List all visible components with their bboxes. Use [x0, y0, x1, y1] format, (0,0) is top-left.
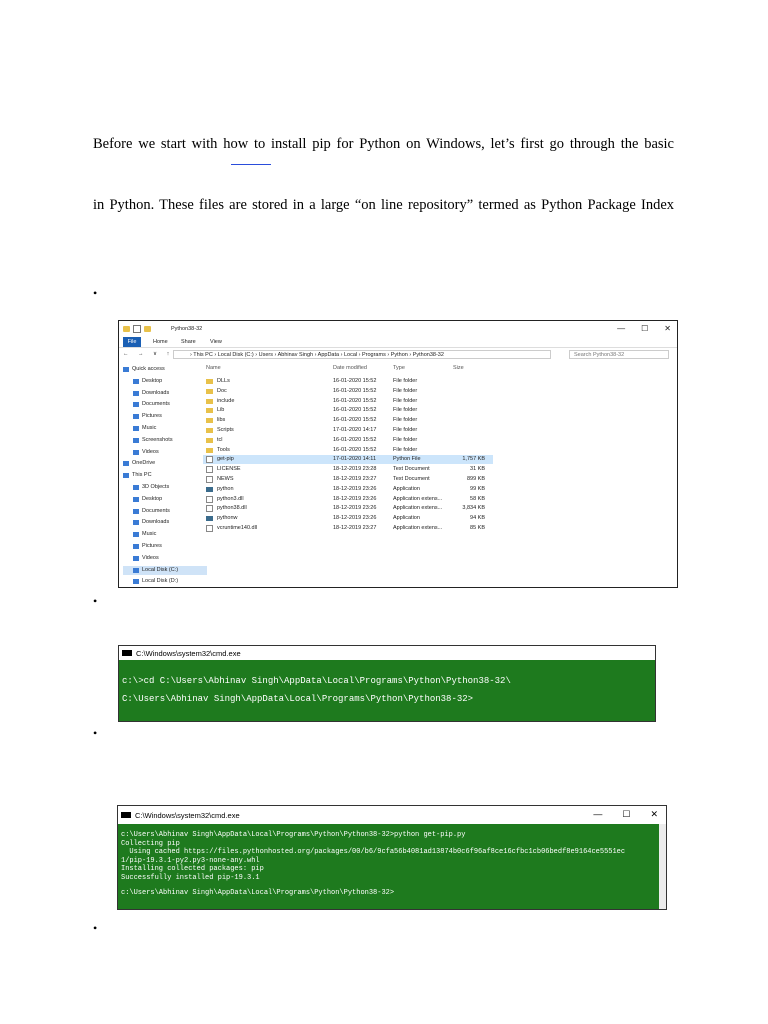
navigation-arrows: ← → ∨ ↑ — [123, 351, 174, 357]
cmd-line — [121, 882, 625, 889]
file-name: python — [217, 485, 234, 492]
sidebar-item-label: 3D Objects — [142, 484, 170, 490]
sidebar-item-label: Screenshots — [142, 436, 173, 443]
sidebar-item — [123, 495, 162, 504]
file-name: python38.dll — [217, 505, 247, 512]
quick-access-toolbar — [123, 325, 151, 333]
file-type: File folder — [393, 427, 418, 433]
file-date: 17-01-2020 14:11 — [333, 456, 377, 463]
tab-file: File — [123, 337, 141, 347]
bullet-1: • — [93, 286, 98, 300]
folder-icon — [123, 326, 130, 332]
file-row — [203, 524, 493, 533]
navigation-pane — [123, 365, 197, 587]
sidebar-item-label: Quick access — [132, 366, 165, 372]
sidebar-item-label: Desktop — [142, 377, 163, 384]
cmd-window-controls — [593, 809, 658, 820]
close-icon: ✕ — [650, 809, 658, 819]
file-name: python3.dll — [217, 495, 244, 502]
file-row — [203, 485, 493, 494]
sidebar-item-icon — [133, 402, 139, 407]
file-row — [203, 377, 493, 386]
file-date: 16-01-2020 15:52 — [333, 446, 377, 453]
sidebar-item-label: OneDrive — [132, 460, 156, 467]
file-date: 16-01-2020 15:52 — [333, 407, 377, 414]
file-icon — [206, 505, 213, 512]
file-name: vcruntime140.dll — [217, 525, 258, 531]
file-row — [203, 426, 493, 435]
tab-view: View — [210, 339, 222, 345]
cmd-output-1 — [122, 672, 511, 708]
file-size: 899 KB — [466, 476, 485, 482]
properties-icon — [133, 325, 141, 333]
cmd-line: c:\>cd C:\Users\Abhinav Singh\AppData\Local\Programs\Python\Python38-32\ — [122, 676, 511, 686]
file-size: 31 KB — [470, 466, 485, 473]
file-type: Application extens... — [393, 495, 443, 502]
folder-icon — [206, 448, 213, 453]
sidebar-item — [123, 389, 169, 398]
sidebar-item — [123, 554, 159, 563]
file-icon — [206, 476, 213, 483]
sidebar-item-icon — [123, 461, 129, 466]
cmd-line: Successfully installed pip-19.3.1 — [121, 873, 260, 882]
explorer-titlebar — [119, 321, 677, 337]
column-date: Date modified — [333, 365, 367, 371]
sidebar-item — [123, 448, 159, 457]
cmd-line: C:\Users\Abhinav Singh\AppData\Local\Programs\Python\Python38-32> — [122, 694, 474, 704]
file-row — [203, 465, 493, 474]
file-type: Text Document — [393, 466, 430, 473]
sidebar-item — [123, 436, 173, 445]
column-name: Name — [206, 365, 221, 371]
file-date: 17-01-2020 14:17 — [333, 427, 377, 433]
file-name: DLLs — [217, 378, 230, 384]
bullet-2: • — [93, 594, 98, 608]
sidebar-item — [123, 566, 207, 575]
file-size: 99 KB — [470, 485, 485, 492]
sidebar-item-icon — [133, 426, 139, 431]
bullet-4: • — [93, 921, 98, 935]
file-date: 18-12-2019 23:26 — [333, 495, 377, 502]
file-type: File folder — [393, 387, 418, 394]
cmd-titlebar-2 — [118, 806, 666, 824]
folder-icon — [206, 408, 213, 413]
file-date: 16-01-2020 15:52 — [333, 417, 377, 424]
sidebar-item-icon — [133, 379, 139, 384]
address-bar: › This PC › Local Disk (C:) › Users › Abhinav Singh › AppData › Local › Programs › Python › Python38-32 — [173, 350, 551, 359]
sidebar-item-label: Local Disk (D:) — [142, 578, 179, 585]
file-type: File folder — [393, 378, 418, 384]
file-row — [203, 436, 493, 445]
sidebar-item-label: Videos — [142, 448, 159, 455]
sidebar-item-icon — [133, 391, 139, 396]
file-type: Application extens... — [393, 505, 443, 512]
sidebar-item-label: Downloads — [142, 519, 170, 526]
cmd-line: 1/pip-19.3.1-py2.py3-none-any.whl — [121, 856, 260, 865]
sidebar-item-label: Documents — [142, 401, 170, 408]
sidebar-item-icon — [133, 438, 139, 443]
sidebar-item-label: This PC — [132, 472, 152, 479]
sidebar-item — [123, 471, 152, 480]
minimize-icon: — — [593, 809, 603, 819]
file-row — [203, 504, 493, 513]
file-name: Doc — [217, 387, 227, 394]
file-date: 18-12-2019 23:27 — [333, 476, 377, 482]
folder-icon — [206, 418, 213, 423]
hyperlink-underline[interactable] — [231, 164, 271, 165]
column-type: Type — [393, 365, 405, 371]
paragraph-line-2: in Python. These files are stored in a large “on line repository” termed as Python Package Index — [93, 197, 674, 213]
explorer-title: Python38-32 — [171, 326, 203, 332]
sidebar-item-icon — [133, 568, 139, 573]
file-row — [203, 455, 493, 464]
sidebar-item-icon — [133, 579, 139, 584]
search-box: Search Python38-32 — [569, 350, 669, 359]
cmd-title-2: C:\Windows\system32\cmd.exe — [135, 810, 240, 820]
cmd-window-1 — [118, 645, 656, 722]
file-size: 58 KB — [470, 495, 485, 502]
file-date: 18-12-2019 23:26 — [333, 515, 377, 522]
tab-share: Share — [181, 339, 196, 345]
cmd-line: Using cached https://files.pythonhosted.org/packages/00/b6/9cfa56b4081ad13874b0c6f96af8ce16cfbc1cb06bedf8e9164ce5551ec — [121, 848, 626, 856]
sidebar-item — [123, 577, 178, 586]
sidebar-item-icon — [123, 367, 129, 372]
file-icon — [206, 466, 213, 473]
file-date: 18-12-2019 23:26 — [333, 505, 377, 512]
sidebar-item — [123, 412, 162, 421]
sidebar-item-label: Desktop — [142, 495, 163, 502]
file-row — [203, 416, 493, 425]
file-type: Text Document — [393, 476, 430, 482]
explorer-window-controls — [617, 324, 671, 333]
folder-icon — [206, 428, 213, 433]
sidebar-item-icon — [133, 544, 139, 549]
file-type: File folder — [393, 417, 418, 424]
file-list — [203, 365, 673, 587]
sidebar-item-label: Local Disk (C:) — [142, 566, 179, 573]
file-name: libs — [217, 417, 226, 424]
file-name: LICENSE — [217, 466, 241, 473]
sidebar-item-label: Downloads — [142, 389, 170, 396]
sidebar-item-icon — [133, 509, 139, 514]
file-row — [203, 475, 493, 484]
file-type: File folder — [393, 397, 418, 404]
sidebar-item — [123, 518, 169, 527]
file-date: 16-01-2020 15:52 — [333, 397, 377, 404]
file-type: File folder — [393, 407, 418, 414]
cmd-icon — [122, 650, 132, 656]
file-explorer-screenshot — [118, 320, 678, 588]
folder-icon — [206, 389, 213, 394]
close-icon: ✕ — [664, 324, 671, 333]
file-name: Lib — [217, 407, 225, 414]
sidebar-item-icon — [133, 532, 139, 537]
sidebar-item — [123, 365, 165, 374]
sidebar-item — [123, 424, 156, 433]
cmd-window-2 — [117, 805, 667, 910]
file-type: File folder — [393, 436, 418, 443]
file-type: Application — [393, 485, 420, 492]
sidebar-item-label: Music — [142, 531, 157, 538]
sidebar-item-label: Pictures — [142, 543, 162, 549]
column-size: Size — [453, 365, 464, 371]
file-type: Python File — [393, 456, 421, 463]
file-size: 1,757 KB — [462, 456, 485, 463]
minimize-icon: — — [617, 324, 626, 333]
sidebar-item-icon — [133, 485, 139, 490]
file-name: NEWS — [217, 476, 234, 482]
file-name: Tools — [217, 446, 230, 453]
file-type: Application extens... — [393, 525, 443, 531]
sidebar-item-icon — [133, 520, 139, 525]
application-icon — [206, 516, 213, 521]
cmd-scrollbar — [659, 824, 666, 909]
file-date: 16-01-2020 15:52 — [333, 378, 377, 384]
sidebar-item-label: Documents — [142, 507, 170, 514]
file-size: 94 KB — [470, 515, 485, 522]
cmd-line: Installing collected packages: pip — [121, 865, 264, 873]
file-name: get-pip — [217, 456, 234, 463]
application-icon — [206, 487, 213, 492]
file-name: include — [217, 397, 235, 404]
sidebar-item-icon — [133, 556, 139, 561]
sidebar-item-icon — [123, 473, 129, 478]
file-date: 18-12-2019 23:27 — [333, 525, 377, 531]
explorer-ribbon — [119, 337, 677, 348]
sidebar-item — [123, 377, 162, 386]
sidebar-item — [123, 483, 169, 492]
cmd-output-2 — [121, 831, 625, 898]
file-type: Application — [393, 515, 420, 522]
folder-icon — [206, 438, 213, 443]
cmd-line: c:\Users\Abhinav Singh\AppData\Local\Programs\Python\Python38-32>python get-pip.py — [121, 831, 466, 839]
sidebar-item-icon — [133, 497, 139, 502]
file-icon — [206, 496, 213, 503]
folder-icon — [206, 399, 213, 404]
file-date: 16-01-2020 15:52 — [333, 436, 377, 443]
file-row — [203, 406, 493, 415]
file-icon — [206, 456, 213, 463]
sidebar-item-icon — [133, 450, 139, 455]
sidebar-item-icon — [133, 414, 139, 419]
file-size: 85 KB — [470, 525, 485, 531]
sidebar-item-label: Music — [142, 425, 157, 431]
file-row — [203, 514, 493, 523]
file-date: 16-01-2020 15:52 — [333, 387, 377, 394]
file-size: 3,834 KB — [462, 505, 485, 512]
bullet-3: • — [93, 726, 98, 740]
file-name: pythonw — [217, 515, 238, 522]
sidebar-item — [123, 400, 170, 409]
sidebar-item — [123, 459, 155, 468]
folder-icon — [206, 379, 213, 384]
file-type: File folder — [393, 446, 418, 453]
cmd-line: c:\Users\Abhinav Singh\AppData\Local\Programs\Python\Python38-32> — [121, 889, 395, 897]
file-row — [203, 397, 493, 406]
sidebar-item-label: Pictures — [142, 413, 162, 420]
file-row — [203, 446, 493, 455]
sidebar-item — [123, 542, 162, 551]
new-folder-icon — [144, 326, 151, 332]
file-name: Scripts — [217, 427, 234, 433]
paragraph-line-1: Before we start with how to install pip for Python on Windows, let’s first go through the basic — [93, 136, 674, 152]
file-row — [203, 387, 493, 396]
file-name: tcl — [217, 436, 223, 443]
cmd-title-1: C:\Windows\system32\cmd.exe — [136, 648, 241, 658]
explorer-address-row — [119, 349, 677, 361]
file-date: 18-12-2019 23:28 — [333, 466, 377, 473]
cmd-icon — [121, 812, 131, 818]
file-row — [203, 495, 493, 504]
file-date: 18-12-2019 23:26 — [333, 485, 377, 492]
tab-home: Home — [153, 339, 168, 345]
maximize-icon: ☐ — [641, 324, 649, 333]
sidebar-item-label: Videos — [142, 554, 159, 561]
file-icon — [206, 525, 213, 532]
sidebar-item — [123, 507, 170, 516]
cmd-line: Collecting pip — [121, 839, 180, 848]
sidebar-item — [123, 530, 156, 539]
cmd-titlebar-1 — [119, 646, 655, 660]
maximize-icon: ☐ — [622, 809, 631, 819]
